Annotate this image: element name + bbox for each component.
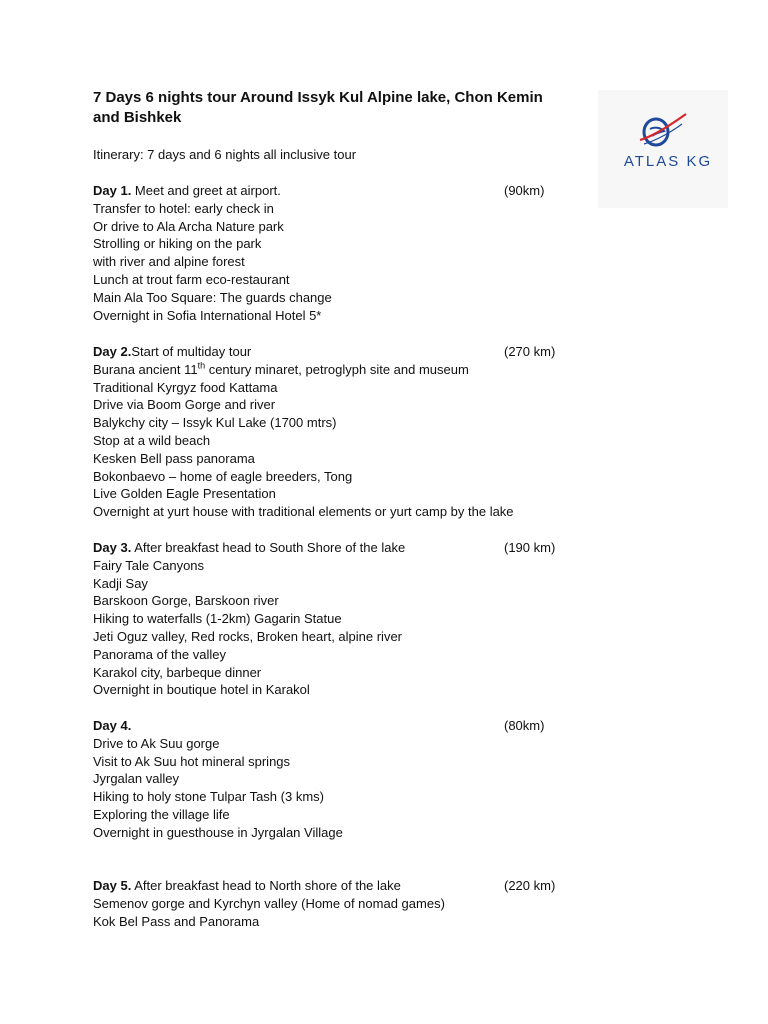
itinerary-line: Overnight at yurt house with traditional elements or yurt camp by the lake [93,504,514,520]
day-heading [93,539,573,557]
itinerary-line: Jyrgalan valley [93,771,179,787]
itinerary-line: Overnight in boutique hotel in Karakol [93,682,310,698]
itinerary-line: Kadji Say [93,575,148,591]
itinerary-line: Hiking to waterfalls (1-2km) Gagarin Statue [93,611,342,627]
itinerary-line: Kok Bel Pass and Panorama [93,913,260,929]
itinerary-line: Balykchy city – Issyk Kul Lake (1700 mtrs) [93,415,337,431]
itinerary-line: Exploring the village life [93,806,230,822]
day-heading [93,182,573,200]
day-5-section [93,877,573,930]
itinerary-line: Visit to Ak Suu hot mineral springs [93,753,291,769]
itinerary-line: Transfer to hotel: early check in [93,200,274,216]
day-label: Day 3. [93,540,132,555]
day-distance: (220 km) [504,878,556,893]
ordinal-suffix: th [197,360,206,371]
day-label: Day 4. [93,718,132,733]
globe-swoosh-icon [636,110,690,150]
day-heading [93,877,573,895]
logo-wordmark: ATLAS KG [623,153,713,170]
day-1-section [93,182,573,324]
day-3-section [93,539,573,699]
itinerary-line: Stop at a wild beach [93,432,211,448]
day-distance: (270 km) [504,344,556,359]
page-title: 7 Days 6 nights tour Around Issyk Kul Alpine lake, Chon Kemin and Bishkek [93,89,543,126]
day-heading [93,717,573,735]
itinerary-line: Panorama of the valley [93,646,226,662]
itinerary-line: Traditional Kyrgyz food Kattama [93,379,278,395]
day-headline: After breakfast head to South Shore of the lake [131,540,406,555]
itinerary-line: Strolling or hiking on the park [93,236,262,252]
day-label: Day 2. [93,344,132,359]
itinerary-line-burana [93,361,573,379]
itinerary-line: Hiking to holy stone Tulpar Tash (3 kms) [93,789,324,805]
itinerary-intro: Itinerary: 7 days and 6 nights all inclusive tour [93,147,357,162]
day-headline: Start of multiday tour [131,344,252,359]
day-label: Day 1. [93,183,132,198]
day-headline: After breakfast head to North shore of the lake [131,878,401,893]
itinerary-line: Jeti Oguz valley, Red rocks, Broken heart, alpine river [93,628,403,644]
itinerary-line: Fairy Tale Canyons [93,557,205,573]
day-4-section [93,717,573,842]
itinerary-line: Barskoon Gorge, Barskoon river [93,593,279,609]
itinerary-line: Main Ala Too Square: The guards change [93,289,332,305]
day-2-section [93,343,573,521]
day-headline: Meet and greet at airport. [131,183,281,198]
burana-text-end: century minaret, petroglyph site and museum [205,361,469,377]
itinerary-line: Live Golden Eagle Presentation [93,486,276,502]
itinerary-line: Bokonbaevo – home of eagle breeders, Tong [93,468,353,484]
day-label: Day 5. [93,878,132,893]
itinerary-line: with river and alpine forest [93,254,245,270]
day-distance: (90km) [504,183,545,198]
day-distance: (80km) [504,718,545,733]
itinerary-line: Drive via Boom Gorge and river [93,397,276,413]
itinerary-line: Kesken Bell pass panorama [93,450,255,466]
atlas-kg-logo [598,90,728,208]
day-distance: (190 km) [504,540,556,555]
day-heading [93,343,573,361]
burana-text-start: Burana ancient 11 [93,361,198,377]
itinerary-line: Karakol city, barbeque dinner [93,664,262,680]
itinerary-line: Overnight in guesthouse in Jyrgalan Village [93,824,343,840]
itinerary-line: Overnight in Sofia International Hotel 5* [93,307,322,323]
itinerary-line: Lunch at trout farm eco-restaurant [93,271,290,287]
itinerary-line: Drive to Ak Suu gorge [93,735,220,751]
itinerary-line: Or drive to Ala Archa Nature park [93,218,284,234]
itinerary-line: Semenov gorge and Kyrchyn valley (Home of nomad games) [93,895,445,911]
